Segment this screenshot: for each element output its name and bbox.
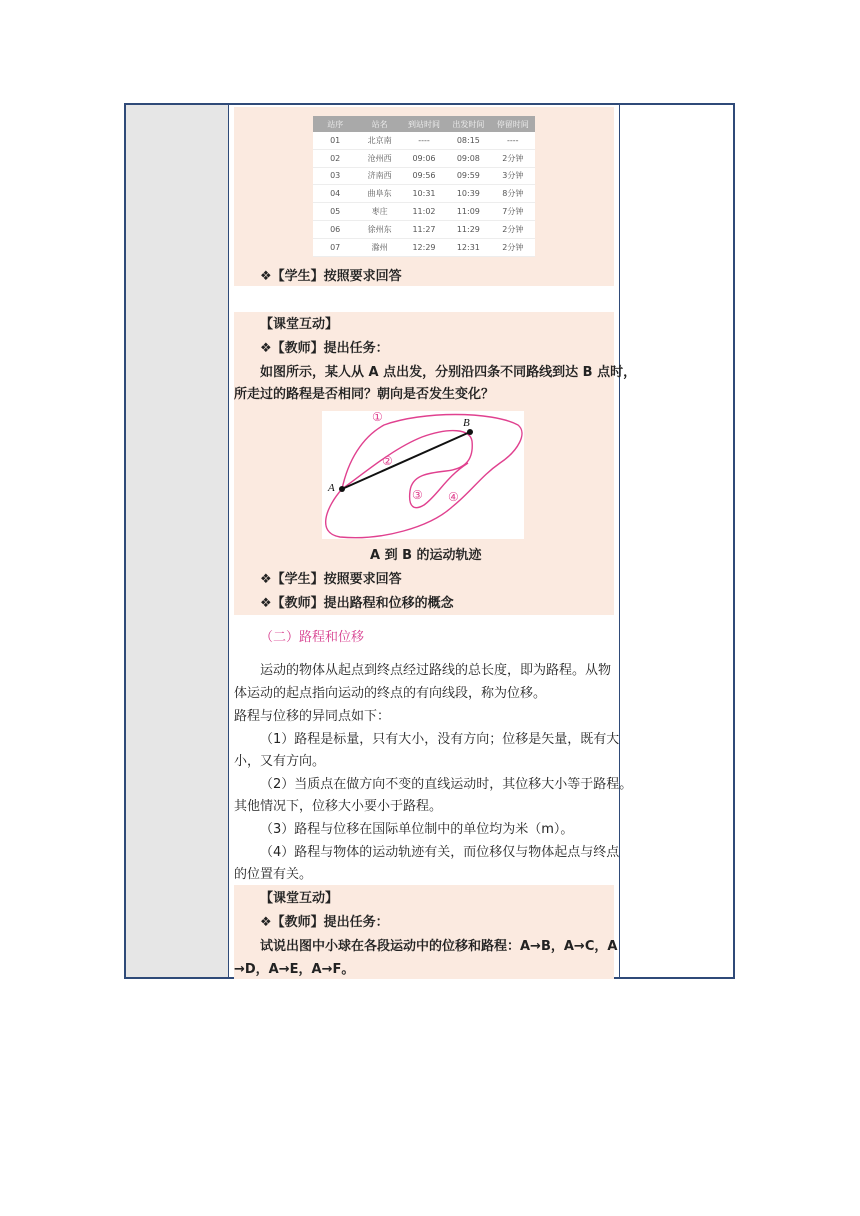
route-label-3: ③ xyxy=(412,488,423,502)
paragraph-line: 小，又有方向。 xyxy=(234,754,326,769)
table-row xyxy=(313,220,535,238)
table-cell: 2分钟 xyxy=(491,220,535,238)
point-b-label: B xyxy=(463,417,470,429)
table-cell: 11:29 xyxy=(446,220,490,238)
route-outer xyxy=(326,415,522,538)
table-cell: 徐州东 xyxy=(357,220,401,238)
table-cell: 2分钟 xyxy=(491,238,535,256)
route-label-2: ② xyxy=(382,454,393,468)
trajectory-diagram xyxy=(322,411,524,539)
table-cell: 05 xyxy=(313,203,357,221)
table-cell: 北京南 xyxy=(357,132,401,149)
teacher-concept-line: ❖【教师】提出路程和位移的概念 xyxy=(260,596,454,611)
table-cell: 沧州西 xyxy=(357,149,401,167)
table-cell: 滁州 xyxy=(357,238,401,256)
paragraph-line: 路程与位移的异同点如下： xyxy=(234,709,391,724)
table-row xyxy=(313,203,535,221)
table-header: 停留时间 xyxy=(491,116,535,132)
table-cell: 09:59 xyxy=(446,167,490,185)
table-cell: 09:08 xyxy=(446,149,490,167)
interaction-heading: 【课堂互动】 xyxy=(260,317,339,332)
right-column xyxy=(619,105,733,977)
question-line: →D，A→E，A→F。 xyxy=(234,962,355,977)
table-cell: 12:29 xyxy=(402,238,446,256)
table-row xyxy=(313,238,535,256)
paragraph-line: 其他情况下，位移大小要小于路程。 xyxy=(234,799,443,814)
table-cell: 2分钟 xyxy=(491,149,535,167)
point-a-dot xyxy=(339,486,345,492)
figure-caption: A 到 B 的运动轨迹 xyxy=(370,548,482,563)
paragraph-line: （2）当质点在做方向不变的直线运动时，其位移大小等于路程。 xyxy=(260,777,633,792)
table-header: 站序 xyxy=(313,116,357,132)
table-cell: 7分钟 xyxy=(491,203,535,221)
lesson-table xyxy=(124,103,735,979)
table-header: 站名 xyxy=(357,116,401,132)
table-header-row xyxy=(313,116,535,132)
student-answer-line: ❖【学生】按照要求回答 xyxy=(260,269,402,284)
table-cell: 02 xyxy=(313,149,357,167)
table-row xyxy=(313,167,535,185)
question-line: 试说出图中小球在各段运动中的位移和路程：A→B，A→C，A xyxy=(260,939,618,954)
student-answer-line: ❖【学生】按照要求回答 xyxy=(260,572,402,587)
paragraph-line: （3）路程与位移在国际单位制中的单位均为米（m）。 xyxy=(260,822,574,837)
table-cell: 07 xyxy=(313,238,357,256)
table-row xyxy=(313,132,535,149)
table-cell: ---- xyxy=(402,132,446,149)
table-cell: 03 xyxy=(313,167,357,185)
point-a-label: A xyxy=(328,482,335,494)
paragraph-line: 运动的物体从起点到终点经过路线的总长度，即为路程。从物 xyxy=(260,663,612,678)
route-label-4: ④ xyxy=(448,490,459,504)
trajectory-figure xyxy=(322,411,524,539)
table-cell: 11:02 xyxy=(402,203,446,221)
table-cell: 10:39 xyxy=(446,185,490,203)
route-label-1: ① xyxy=(372,411,383,424)
point-b-dot xyxy=(467,429,473,435)
table-cell: 8分钟 xyxy=(491,185,535,203)
paragraph-line: （4）路程与物体的运动轨迹有关，而位移仅与物体起点与终点 xyxy=(260,845,620,860)
table-header: 出发时间 xyxy=(446,116,490,132)
paragraph-line: 的位置有关。 xyxy=(234,867,313,882)
table-cell: ---- xyxy=(491,132,535,149)
table-cell: 12:31 xyxy=(446,238,490,256)
interaction-heading: 【课堂互动】 xyxy=(260,891,339,906)
left-column xyxy=(126,105,229,977)
section-title: （二）路程和位移 xyxy=(260,630,365,645)
table-cell: 10:31 xyxy=(402,185,446,203)
table-cell: 09:06 xyxy=(402,149,446,167)
displacement-line xyxy=(342,432,470,489)
teacher-task-line: ❖【教师】提出任务： xyxy=(260,341,389,356)
table-cell: 11:09 xyxy=(446,203,490,221)
paragraph-line: （1）路程是标量，只有大小，没有方向；位移是矢量，既有大 xyxy=(260,732,620,747)
table-cell: 3分钟 xyxy=(491,167,535,185)
table-cell: 济南西 xyxy=(357,167,401,185)
question-line: 如图所示，某人从 A 点出发，分别沿四条不同路线到达 B 点时， xyxy=(260,365,637,380)
table-cell: 曲阜东 xyxy=(357,185,401,203)
table-cell: 08:15 xyxy=(446,132,490,149)
table-cell: 09:56 xyxy=(402,167,446,185)
train-schedule-table xyxy=(313,116,535,257)
table-row xyxy=(313,149,535,167)
table-cell: 01 xyxy=(313,132,357,149)
teacher-task-line: ❖【教师】提出任务： xyxy=(260,915,389,930)
question-line: 所走过的路程是否相同？朝向是否发生变化？ xyxy=(234,387,495,402)
table-row xyxy=(313,185,535,203)
table-cell: 04 xyxy=(313,185,357,203)
table-header: 到站时间 xyxy=(402,116,446,132)
paragraph-line: 体运动的起点指向运动的终点的有向线段，称为位移。 xyxy=(234,686,547,701)
table-cell: 枣庄 xyxy=(357,203,401,221)
table-cell: 11:27 xyxy=(402,220,446,238)
table-cell: 06 xyxy=(313,220,357,238)
